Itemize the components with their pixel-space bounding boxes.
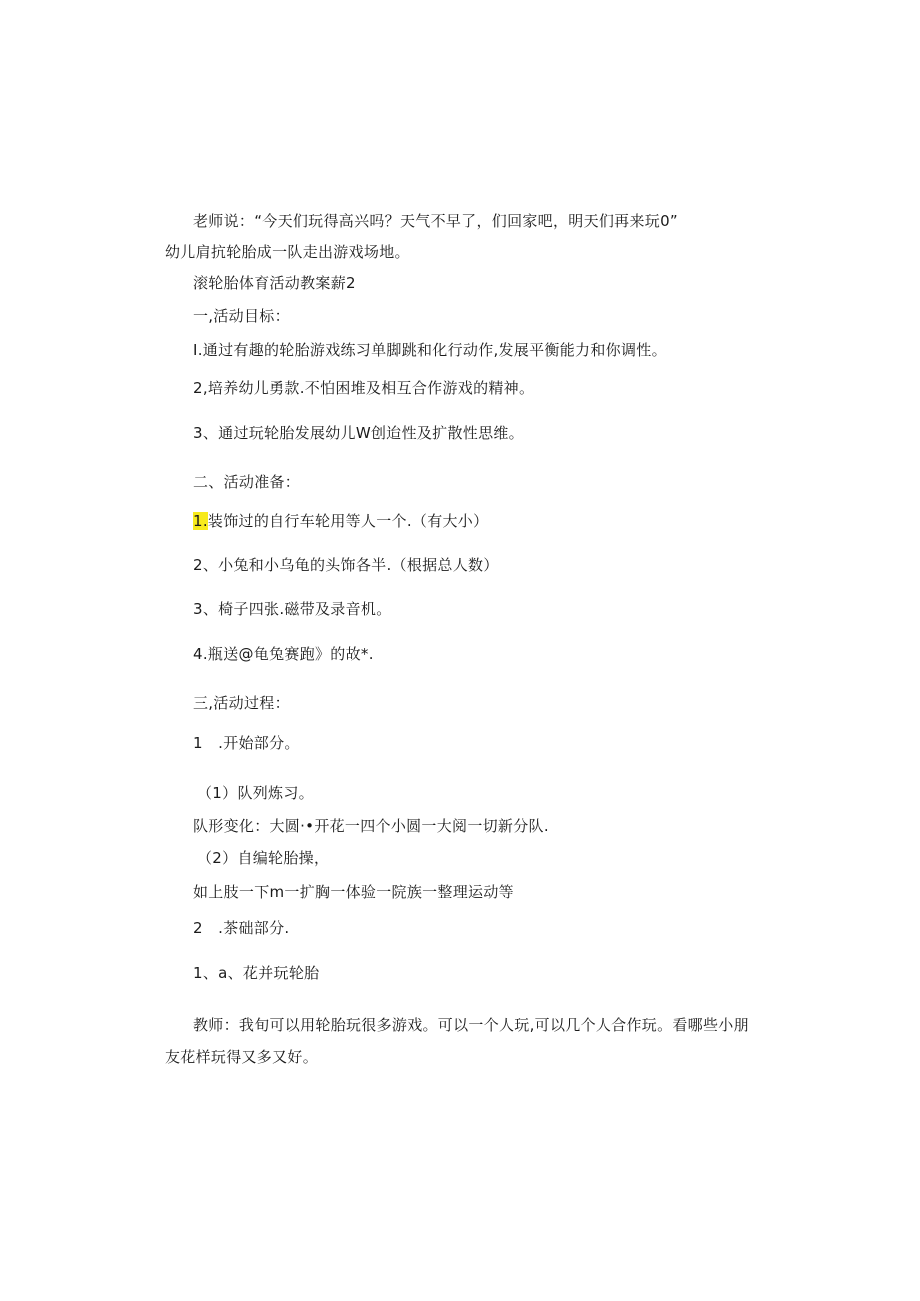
goal-item-2: 2,培养幼儿勇款.不怕困堆及相互合作游戏的精神。 <box>193 379 535 397</box>
process-part-1: 1 .开始部分。 <box>193 734 300 752</box>
section-heading-goals: 一,活动目标： <box>193 307 290 325</box>
teacher-instruction: 教师：我旬可以用轮胎玩很多游戏。可以一个人玩,可以几个人合作玩。看哪些小朋 <box>193 1016 749 1034</box>
goal-item-3: 3、通过玩轮胎发展幼儿W创迨性及扩散性思维。 <box>193 424 524 442</box>
text-line-teacher-says: 老师说：“今天们玩得高兴吗？天气不早了，们回家吧，明天们再来玩0” <box>193 212 678 230</box>
process-sub-2: （2）自编轮胎操， <box>197 849 330 867</box>
highlight-marker: 1. <box>193 512 208 530</box>
process-part-2-sub: 1、a、花并玩轮胎 <box>193 964 320 982</box>
exercise-list: 如上肢一下m一扩胸一体验一院族一整理运动等 <box>193 883 514 901</box>
prep-item-4: 4.瓶送@龟兔赛跑》的故*. <box>193 645 374 663</box>
text-line-lesson-title: 滚轮胎体育活动教案薪2 <box>193 274 356 292</box>
section-heading-process: 三,活动过程： <box>193 694 290 712</box>
formation-change: 队形变化：大圆·•开花一四个小圆一大阅一切新分队. <box>193 817 549 835</box>
goal-item-1: I.通过有趣的轮胎游戏练习单脚跳和化行动作,发展平衡能力和你调性。 <box>193 341 667 359</box>
text-line-children-leave: 幼儿肩抗轮胎成一队走出游戏场地。 <box>165 243 410 261</box>
process-part-2: 2 .茶础部分. <box>193 919 290 937</box>
process-sub-1: （1）队列炼习。 <box>197 784 314 802</box>
teacher-instruction-cont: 友花样玩得又多又好。 <box>165 1048 319 1066</box>
prep-item-1 <box>193 511 488 531</box>
prep-item-3: 3、椅子四张.磁带及录音机。 <box>193 600 392 618</box>
prep-item-2: 2、小兔和小乌龟的头饰各半.（根据总人数） <box>193 556 499 574</box>
section-heading-preparation: 二、活动准备： <box>193 473 301 491</box>
prep-item-1-text: 装饰过的自行车轮用等人一个.（有大小） <box>207 512 489 530</box>
